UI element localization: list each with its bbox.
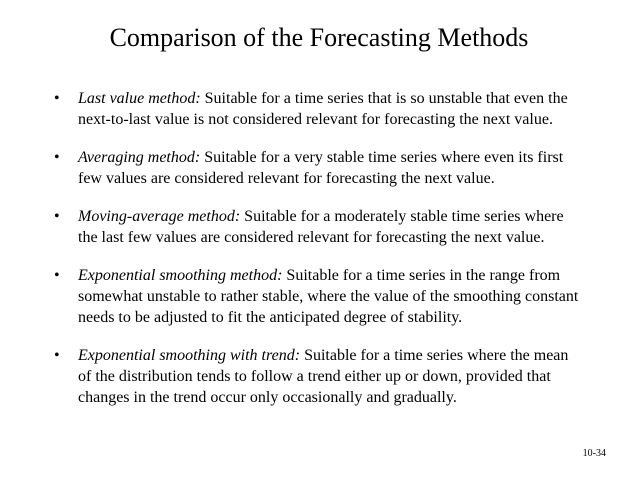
bullet-icon: • bbox=[54, 347, 60, 364]
method-name: Last value method: bbox=[78, 90, 201, 107]
bullet-line: of the distribution tends to follow a trend either up or down, provided that bbox=[78, 368, 551, 385]
list-item-moving-average-method bbox=[54, 206, 614, 248]
method-name: Moving-average method: bbox=[78, 208, 241, 225]
list-item-last-value-method bbox=[54, 88, 614, 130]
bullet-line: next-to-last value is not considered relevant for forecasting the next value. bbox=[78, 111, 553, 128]
method-description: Suitable for a time series that is so unstable that even the bbox=[200, 90, 568, 107]
bullet-text bbox=[78, 88, 614, 130]
method-name: Averaging method: bbox=[78, 149, 201, 166]
bullet-line: few values are considered relevant for forecasting the next value. bbox=[78, 170, 495, 187]
list-item-averaging-method bbox=[54, 147, 614, 189]
bullet-line bbox=[78, 88, 614, 109]
bullet-icon: • bbox=[54, 149, 60, 166]
method-description: Suitable for a time series in the range from bbox=[282, 267, 561, 284]
method-description: Suitable for a moderately stable time series where bbox=[240, 208, 564, 225]
bullet-text bbox=[78, 345, 614, 408]
bullet-text bbox=[78, 206, 614, 248]
bullet-text bbox=[78, 147, 614, 189]
bullet-line bbox=[78, 206, 614, 227]
method-description: Suitable for a time series where the mean bbox=[300, 347, 569, 364]
list-item-exponential-smoothing-method bbox=[54, 265, 614, 328]
bullet-icon: • bbox=[54, 267, 60, 284]
bullet-line: needs to be adjusted to fit the anticipated degree of stability. bbox=[78, 309, 463, 326]
list-item-exponential-smoothing-with-trend bbox=[54, 345, 614, 408]
bullet-line bbox=[78, 345, 614, 366]
bullet-icon: • bbox=[54, 90, 60, 107]
bullet-text bbox=[78, 265, 614, 328]
bullet-line bbox=[78, 147, 614, 168]
page-number: 10-34 bbox=[582, 448, 606, 459]
bullet-line: the last few values are considered relevant for forecasting the next value. bbox=[78, 229, 545, 246]
bullet-line: changes in the trend occur only occasionally and gradually. bbox=[78, 389, 457, 406]
method-name: Exponential smoothing with trend: bbox=[78, 347, 301, 364]
method-name: Exponential smoothing method: bbox=[78, 267, 283, 284]
bullet-icon: • bbox=[54, 208, 60, 225]
slide-title: Comparison of the Forecasting Methods bbox=[109, 23, 529, 52]
methods-list bbox=[54, 88, 614, 425]
bullet-line: somewhat unstable to rather stable, where the value of the smoothing constant bbox=[78, 288, 579, 305]
bullet-line bbox=[78, 265, 614, 286]
method-description: Suitable for a very stable time series where even its first bbox=[200, 149, 564, 166]
